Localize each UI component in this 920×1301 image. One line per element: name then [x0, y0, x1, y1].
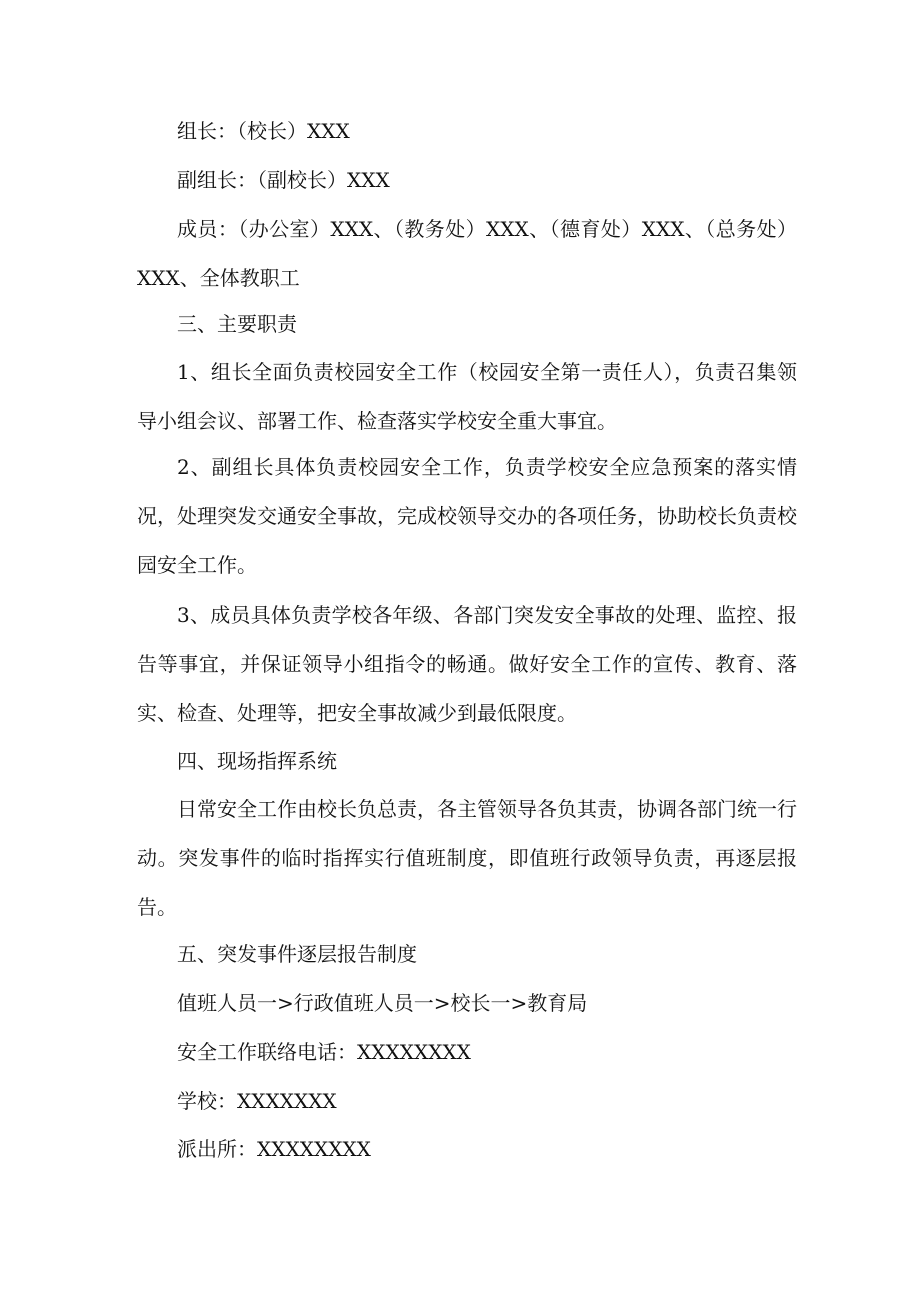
members-line: 成员：（办公室）XXX、（教务处）XXX、（德育处）XXX、（总务处）XXX、全体教职工 [137, 217, 797, 290]
responsibility-item-2: 2、副组长具体负责校园安全工作，负责学校安全应急预案的落实情况，处理突发交通安全事故，完成校领导交办的各项任务，协助校长负责校园安全工作。 [137, 455, 797, 577]
reporting-chain-line: 值班人员一>行政值班人员一>校长一>教育局 [177, 991, 588, 1015]
leader-line: 组长：（校长）XXX [177, 119, 350, 143]
section-heading-reporting: 五、突发事件逐层报告制度 [177, 942, 417, 966]
police-station-phone-line: 派出所：XXXXXXXX [177, 1137, 371, 1161]
command-system-paragraph: 日常安全工作由校长负总责，各主管领导各负其责，协调各部门统一行动。突发事件的临时指挥实行值班制度，即值班行政领导负责，再逐层报告。 [137, 797, 797, 919]
school-phone-line: 学校：XXXXXXX [177, 1089, 337, 1113]
section-heading-responsibilities: 三、主要职责 [177, 312, 297, 336]
section-heading-command-system: 四、现场指挥系统 [177, 749, 337, 773]
responsibility-item-3: 3、成员具体负责学校各年级、各部门突发安全事故的处理、监控、报告等事宜，并保证领导小组指令的畅通。做好安全工作的宣传、教育、落实、检查、处理等，把安全事故减少到最低限度。 [137, 603, 797, 725]
safety-contact-phone-line: 安全工作联络电话：XXXXXXXX [177, 1040, 471, 1064]
responsibility-item-1: 1、组长全面负责校园安全工作（校园安全第一责任人），负责召集领导小组会议、部署工作、检查落实学校安全重大事宜。 [137, 360, 797, 433]
deputy-leader-line: 副组长：（副校长）XXX [177, 168, 390, 192]
